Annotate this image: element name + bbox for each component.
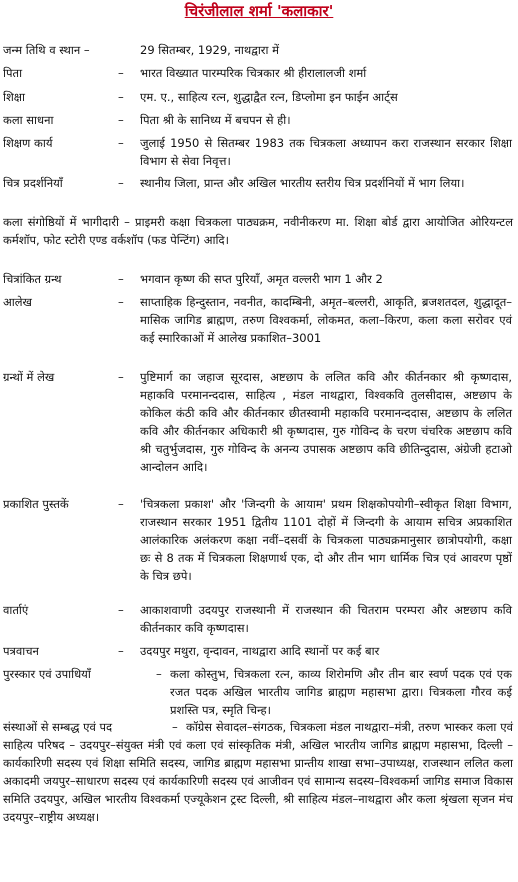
row-value: आकाशवाणी उदयपुर राजस्थानी में राजस्थान की चितराम परम्परा और अष्टछाप कवि कीर्तनकार कवि कृष्णदास। [140,603,512,635]
row-full-text: कला संगोष्ठियों में भागीदारी – प्राइमरी कक्षा चित्रकला पाठ्यक्रम, नवीनीकरण मा. शिक्षा बोर्ड द्वारा आयोजित ओरियन्टल कर्मशॉप, फोट स्टोरी एण्ड वर्कशॉप (फड पेन्टिंग) आदि। [3,215,513,247]
row-dash: – [118,66,124,80]
row-label: जन्म तिथि व स्थान – [3,43,90,57]
row-dash: – [118,90,124,104]
row-value: भगवान कृष्ण की सप्त पुरियाँ, अमृत वल्लरी भाग 1 और 2 [140,272,383,286]
row-value: एम. ए., साहित्य रत्न, शुद्धाद्वैत रत्न, डिप्लोमा इन फाईन आर्ट्स [140,90,398,104]
row-label: संस्थाओं से सम्बद्ध एवं पद [3,720,113,734]
row-dash: – [118,497,124,511]
row-dash: – [172,720,178,734]
row-label: प्रकाशित पुस्तकें [3,497,69,511]
page-title: चिरंजीलाल शर्मा 'कलाकार' [184,2,334,20]
row-dash: – [118,295,124,309]
row-label: पत्रवाचन [3,644,39,658]
row-value: पुष्टिमार्ग का जहाज सूरदास, अष्टछाप के ललित कवि और कीर्तनकार श्री कृष्णदास, महाकवि परमानन्ददास, साहित्य , मंडल नाथद्वारा, विश्वकवि तुलसीदास, अष्टछाप के कोकिल कंठी कवि और कीर्तनकार छीतस्वामी महाकवि परमानन्ददास, अष्टछाप के ललित कवि और कीर्तनकार अधिकारी श्री कृष्णदास, गुरु गोविन्द के चरण चंचरिक अष्टछाप कवि श्री चतुर्भुजदास, गुरु गोविन्द के अनन्य उपासक अष्टछाप कवि छीतिन्दुदास, अंग्रेजी हटाओ आन्दोलन आदि। [140,370,512,474]
row-value: 'चित्रकला प्रकाश' और 'जिन्दगी के आयाम' प्रथम शिक्षकोपयोगी–स्वीकृत शिक्षा विभाग, राजस्थान सरकार 1951 द्वितीय 1101 दोहों में जिन्दगी के आयाम सचित्र अप्रकाशित आलंकारिक अलंकरण कक्षा नवीं–दसवीं के चित्रकला पाठ्यक्रमानुसार छात्रोपयोगी, कक्षा छः से 8 तक में चित्रकला शिक्षणार्थ एक, दो और तीन भाग धार्मिक चित्र एवं आवरण पृष्ठों के चित्र छपे। [140,497,512,583]
row-value: कला कोस्तुभ, चित्रकला रत्न, काव्य शिरोमणि और तीन बार स्वर्ण पदक एवं एक रजत पदक अखिल भारतीय जागिड ब्राह्मण महासभा द्वारा। चित्रकला गौरव कई प्रशस्ति पत्र, स्मृति चिन्ह। [170,667,512,717]
row-dash: – [118,113,124,127]
row-label: चित्र प्रदर्शनियाँ [3,176,63,190]
row-dash: – [118,370,124,384]
row-label: शिक्षा [3,90,26,104]
row-dash: – [118,176,124,190]
row-value: पिता श्री के सानिध्य में बचपन से ही। [140,113,291,127]
row-value: जुलाई 1950 से सितम्बर 1983 तक चित्रकला अध्यापन करा राजस्थान सरकार शिक्षा विभाग से सेवा निवृत्त। [140,136,512,168]
row-dash: – [118,603,124,617]
row-label: शिक्षण कार्य [3,136,53,150]
row-dash: – [118,272,124,286]
row-value: भारत विख्यात पारम्परिक चित्रकार श्री हीरालालजी शर्मा [140,66,367,80]
row-label: पुरस्कार एवं उपाधियाँ [3,667,91,681]
row-dash: – [118,136,124,150]
row-label: आलेख [3,295,32,309]
row-value: साप्ताहिक हिन्दुस्तान, नवनीत, कादम्बिनी, अमृत–बल्लरी, आकृति, ब्रजशतदल, शुद्धादूत–मासिक जागिड ब्राह्मण, तरुण विश्वकर्मा, लोकमत, कला–किरण, कला कला सरोवर एवं कई स्मारिकाओं में आलेख प्रकाशित–3001 [140,295,512,345]
row-dash: – [156,667,162,681]
row-value: उदयपुर मथुरा, वृन्दावन, नाथद्वारा आदि स्थानों पर कई बार [140,644,380,658]
row-label: पिता [3,66,23,80]
row-label: चित्रांकित ग्रन्थ [3,272,62,286]
row-value: स्थानीय जिला, प्रान्त और अखिल भारतीय स्तरीय चित्र प्रदर्शनियों में भाग लिया। [140,176,465,190]
row-dash: – [118,644,124,658]
row-label: वार्ताएं [3,603,29,617]
row-value: कॉग्रेस सेवादल–संगठक, चित्रकला मंडल नाथद्वारा–मंत्री, तरुण भास्कर कला एवं साहित्य परिषद – उदयपुर–संयुक्त मंत्री एवं कला एवं सांस्कृतिक मंत्री, अखिल भारतीय जागिड ब्राह्मण महासभा, दिल्ली – कार्यकारिणी सदस्य एवं शिक्षा समिति सदस्य, जागिड ब्राह्मण महासभा प्रान्तीय शाखा सभा–उपाध्यक्ष, राजस्थान ललित कला अकादमी जयपुर–साधारण सदस्य एवं कार्यकारिणी सदस्य एवं आजीवन एवं सामान्य सदस्य–विश्वकर्मा जागिड समाज विकास समिति उदयपुर, अखिल भारतीय विश्वकर्मा एज्यूकेशन ट्रस्ट दिल्ली, श्री साहित्य मंडल–नाथद्वारा और कला श्रृंखला सृजन मंच उदयपुर–राष्ट्रीय अध्यक्ष। [3,720,513,824]
row-label: ग्रन्थों में लेख [3,370,55,384]
row-value: 29 सितम्बर, 1929, नाथद्वारा में [140,43,280,57]
row-label: कला साधना [3,113,54,127]
